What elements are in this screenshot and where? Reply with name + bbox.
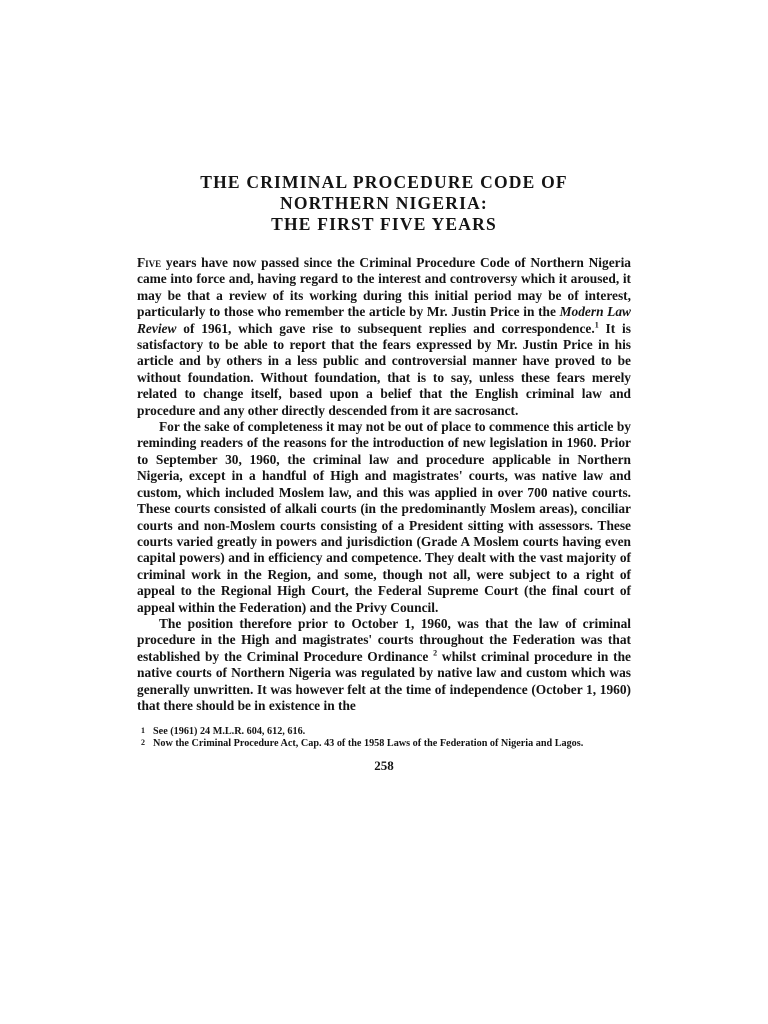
footnote-1-text: See (1961) 24 M.L.R. 604, 612, 616. xyxy=(153,726,306,738)
footnote-ref-2[interactable]: 2 xyxy=(433,648,438,658)
page-number: 258 xyxy=(374,758,394,774)
footnote-2 xyxy=(137,738,631,750)
footnote-2-number: 2 xyxy=(141,738,145,748)
paragraph-1-text-a: years have now passed since the Criminal Procedure Code of Northern Nigeria came into force and, having regard to the interest and controversy which it aroused, it may be that a review of its working during this initial period may be of interest, particularly to those who remember the article by Mr. Justin Price in the xyxy=(137,255,631,320)
title-line-2: NORTHERN NIGERIA: xyxy=(280,193,488,213)
paragraph-3-text-b: whilst criminal procedure in the native courts of Northern Nigeria was regulated by native law and custom which was generally unwritten. It was however felt at the time of independence (October 1, 1960) that there should be in existence in the xyxy=(137,648,631,713)
footnote-ref-1[interactable]: 1 xyxy=(594,320,599,330)
drop-lead-word: Five xyxy=(137,255,162,270)
article-title xyxy=(137,172,631,235)
footnote-2-text: Now the Criminal Procedure Act, Cap. 43 of the 1958 Laws of the Federation of Nigeria and Lagos. xyxy=(153,738,584,750)
journal-title: Modern Law Review xyxy=(137,304,631,336)
footnote-1-number: 1 xyxy=(141,726,145,736)
paragraph-3-text-a: The position therefore prior to October 1, 1960, was that the law of criminal procedure in the High and magistrates' courts throughout the Federation was that established by the Criminal Procedure Ordinance xyxy=(137,615,631,664)
paragraph-2: For the sake of completeness it may not be out of place to commence this article by reminding readers of the reasons for the introduction of new legislation in 1960. Prior to September 30, 1960, the criminal law and procedure applicable in Northern Nigeria, except in a handful of High and magistrates' courts, was native law and custom, which included Moslem law, and this was applied in over 700 native courts. These courts consisted of alkali courts (in the predominantly Moslem areas), conciliar courts and non-Moslem courts consisting of a President sitting with assessors. These courts varied greatly in powers and jurisdiction (Grade A Moslem courts having even capital powers) and in efficiency and competence. They dealt with the vast majority of criminal work in the Region, and some, though not all, were subject to a right of appeal to the Regional High Court, the Federal Supreme Court (the final court of appeal within the Federation) and the Privy Council. xyxy=(137,419,631,615)
title-line-3: THE FIRST FIVE YEARS xyxy=(271,214,497,234)
footnotes xyxy=(137,726,631,750)
article-page xyxy=(137,172,631,774)
paragraph-1 xyxy=(137,255,631,419)
footnote-spacer xyxy=(137,714,631,726)
paragraph-1-text-c: It is satisfactory to be able to report that the fears expressed by Mr. Justin Price in his article and by others in a less public and controversial manner have proved to be without foundation. Without foundation, that is to say, unless these fears merely related to change itself, based upon a belief that the English criminal law and procedure and any other directly descended from it are sacrosanct. xyxy=(137,320,631,418)
title-line-1: THE CRIMINAL PROCEDURE CODE OF xyxy=(200,172,568,192)
paragraph-1-text-b: of 1961, which gave rise to subsequent replies and correspondence. xyxy=(176,320,595,336)
article-body xyxy=(137,255,631,714)
paragraph-3 xyxy=(137,616,631,714)
footnote-1 xyxy=(137,726,631,738)
